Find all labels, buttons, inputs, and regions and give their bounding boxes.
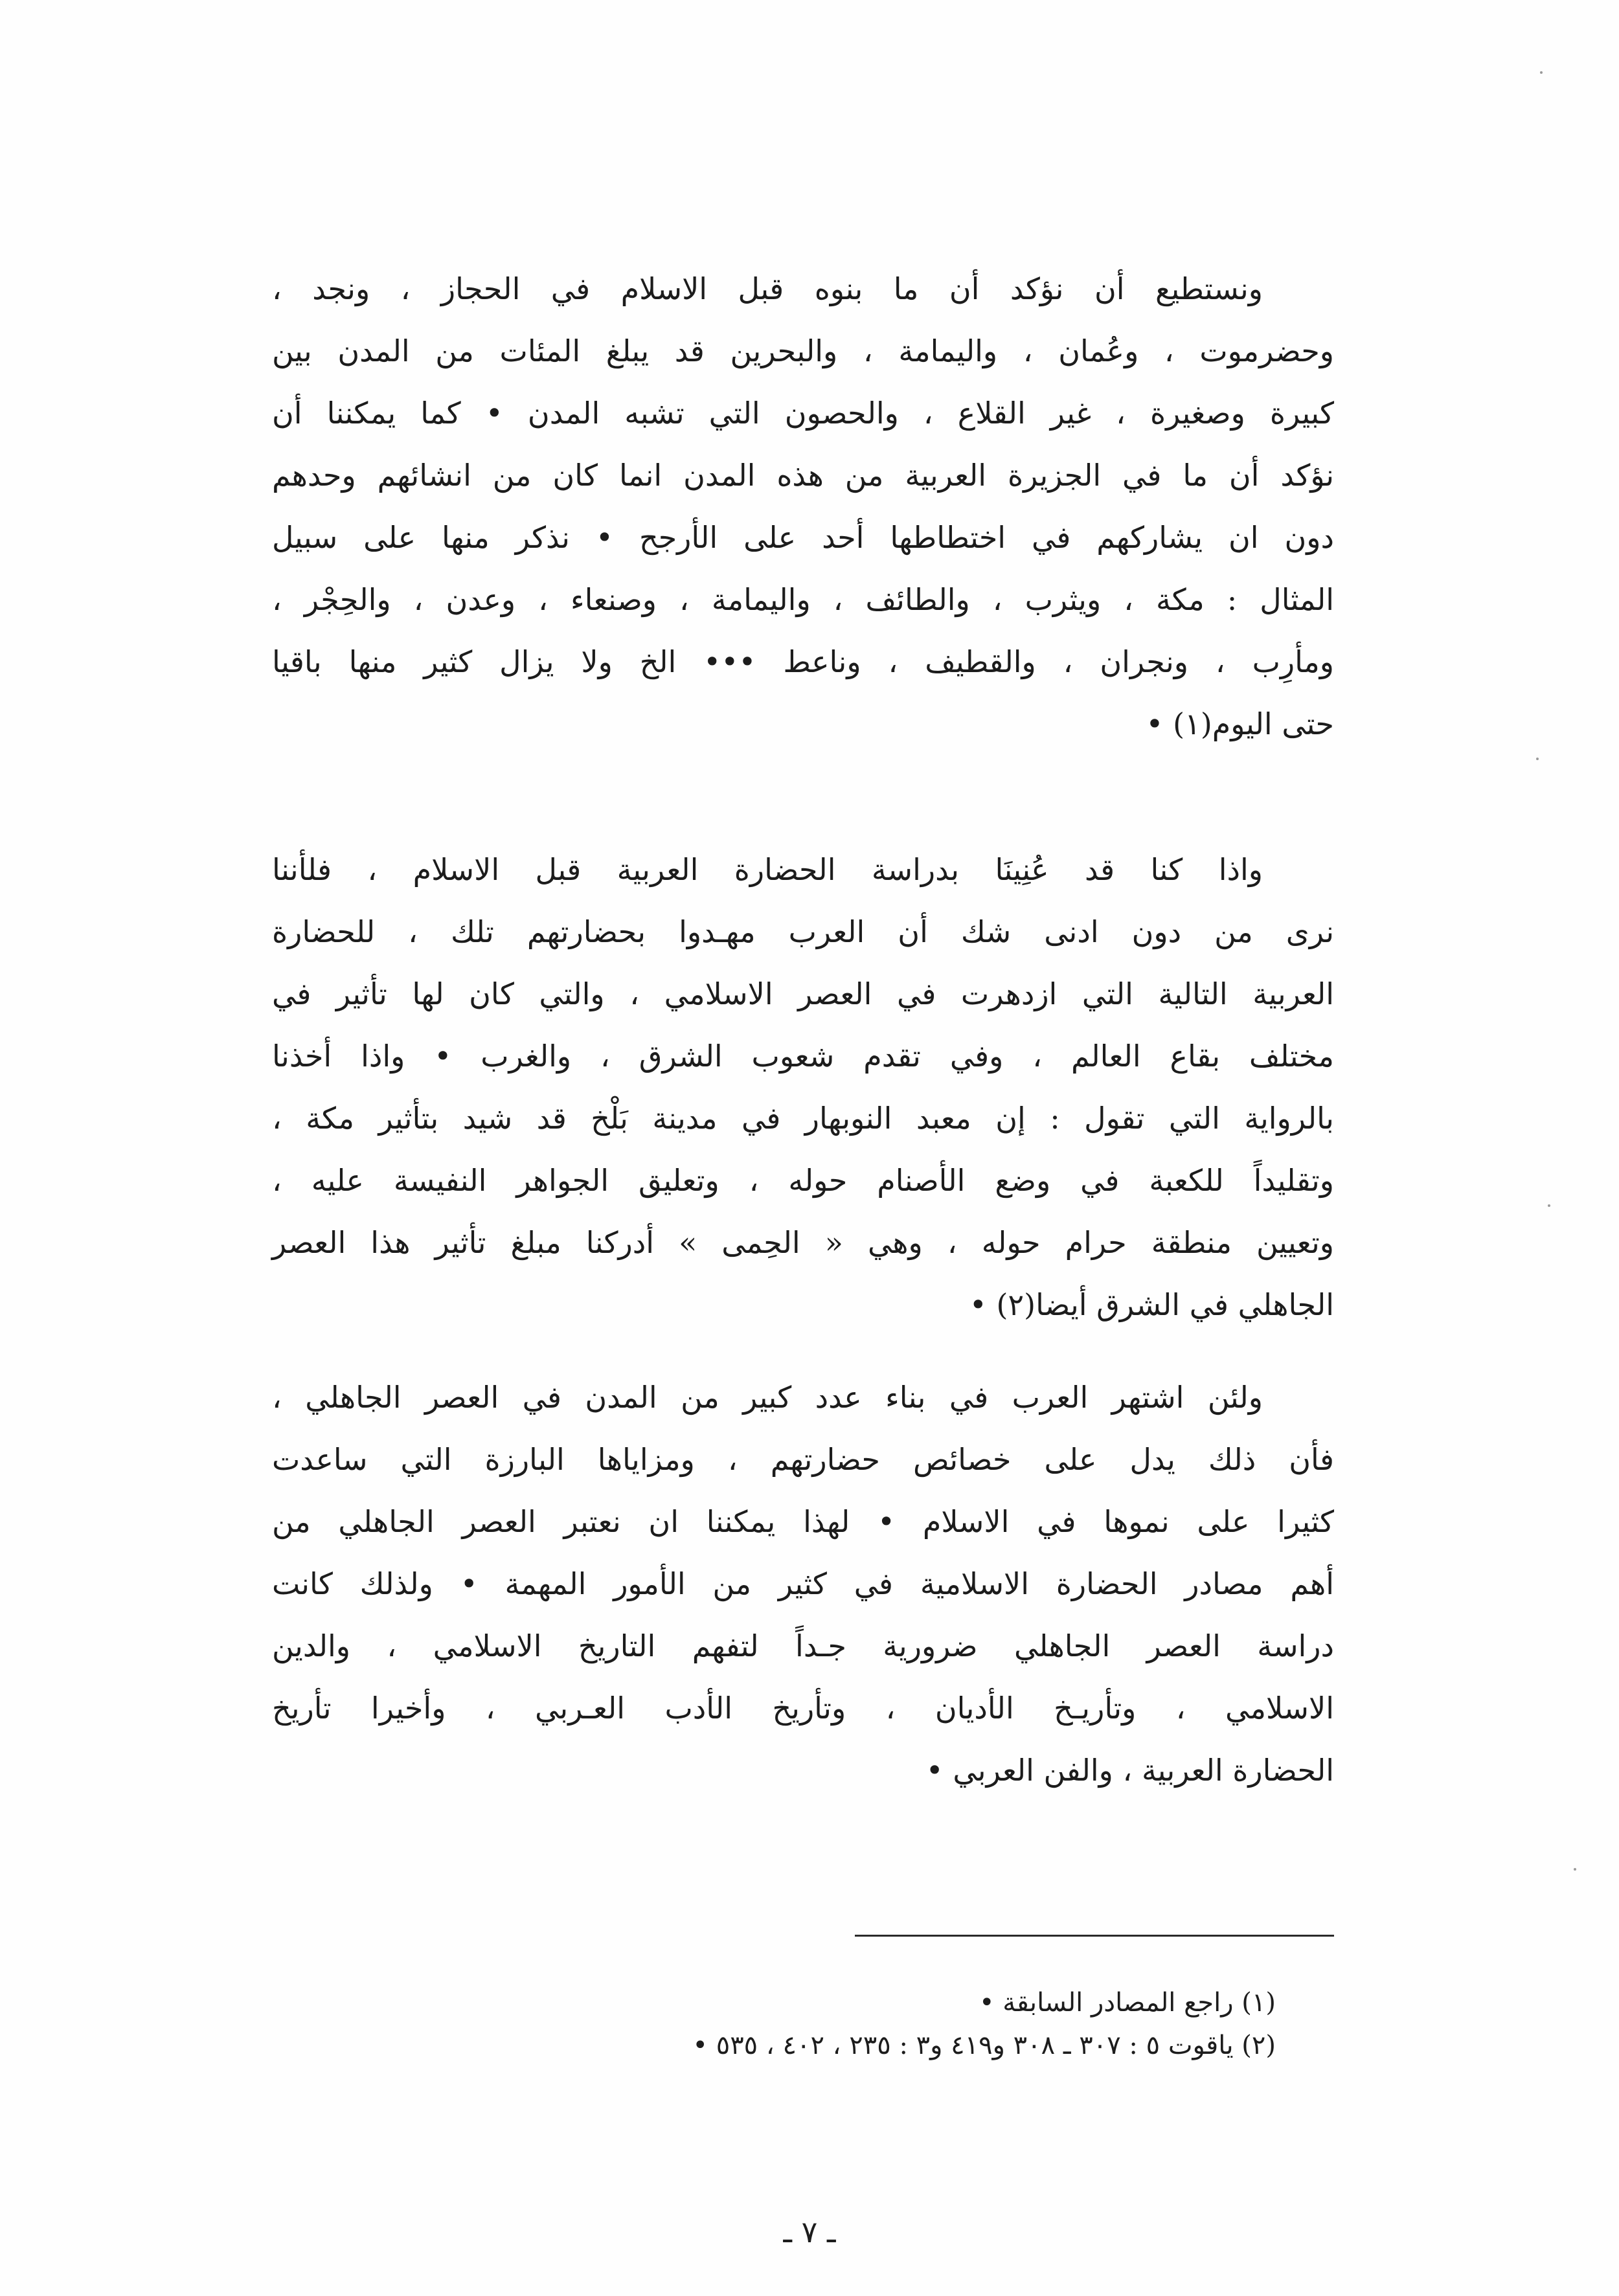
text-line: ونستطيع أن نؤكد أن ما بنوه قبل الاسلام في الحجاز ، ونجد ،: [272, 271, 1263, 306]
text-line: حتى اليوم(١) •: [1146, 706, 1334, 741]
text-line: أهم مصادر الحضارة الاسلامية في كثير من الأمور المهمة • ولذلك كانت: [272, 1566, 1334, 1601]
text-line: نؤكد أن ما في الجزيرة العربية من هذه المدن انما كان من انشائهم وحدهم: [272, 458, 1334, 493]
text-line: وتقليداً للكعبة في وضع الأصنام حوله ، وتعليق الجواهر النفيسة عليه ،: [272, 1163, 1335, 1198]
text-line: كبيرة وصغيرة ، غير القلاع ، والحصون التي تشبه المدن • كما يمكننا أن: [272, 396, 1334, 431]
text-line: الجاهلي في الشرق أيضا(٢) •: [969, 1287, 1334, 1322]
paragraph-1: [272, 258, 1334, 755]
text-line: فأن ذلك يدل على خصائص حضارتهم ، ومزاياها البارزة التي ساعدت: [272, 1442, 1334, 1477]
footnote-2: (٢) ياقوت ٥ : ٣٠٧ ـ ٣٠٨ و٤١٩ و٣ : ٢٣٥ ، ٤٠٢ ، ٥٣٥ •: [692, 2031, 1276, 2060]
text-line: دون ان يشاركهم في اختطاطها أحد على الأرجح • نذكر منها على سبيل: [272, 520, 1334, 555]
text-line: دراسة العصر الجاهلي ضرورية جـداً لتفهم التاريخ الاسلامي ، والدين: [272, 1628, 1334, 1663]
text-line: مختلف بقاع العالم ، وفي تقدم شعوب الشرق ، والغرب • واذا أخذنا: [272, 1039, 1334, 1074]
footnote-divider: [855, 1935, 1334, 1937]
text-line: ومأرِب ، ونجران ، والقطيف ، وناعط ••• الخ ولا يزال كثير منها باقيا: [272, 644, 1334, 679]
text-line: كثيرا على نموها في الاسلام • لهذا يمكننا ان نعتبر العصر الجاهلي من: [272, 1504, 1334, 1539]
paragraph-2: [272, 838, 1334, 1336]
text-line: بالرواية التي تقول : إن معبد النوبهار في مدينة بَلْخ قد شيد بتأثير مكة ،: [272, 1101, 1334, 1136]
text-line: الاسلامي ، وتأريـخ الأديان ، وتأريخ الأدب العـربي ، وأخيرا تأريخ: [272, 1691, 1334, 1726]
text-line: نرى من دون ادنى شك أن العرب مهـدوا بحضارتهم تلك ، للحضارة: [272, 914, 1334, 949]
text-line: وحضرموت ، وعُمان ، واليمامة ، والبحرين قد يبلغ المئات من المدن بين: [272, 333, 1334, 368]
text-line: الحضارة العربية ، والفن العربي •: [925, 1753, 1334, 1788]
scan-speck: [1574, 1868, 1576, 1871]
text-line: ولئن اشتهر العرب في بناء عدد كبير من المدن في العصر الجاهلي ،: [272, 1380, 1263, 1415]
footnotes: [337, 1981, 1276, 2067]
text-line: المثال : مكة ، ويثرب ، والطائف ، واليمامة ، وصنعاء ، وعدن ، والحِجْر ،: [272, 582, 1334, 617]
paragraph-3: [272, 1366, 1334, 1801]
text-line: العربية التالية التي ازدهرت في العصر الاسلامي ، والتي كان لها تأثير في: [272, 976, 1334, 1011]
scan-speck: [1548, 1204, 1550, 1207]
scan-speck: [1536, 758, 1539, 760]
text-line: واذا كنا قد عُنِينَا بدراسة الحضارة العربية قبل الاسلام ، فلأننا: [272, 852, 1263, 887]
scan-speck: [1540, 71, 1543, 74]
footnote-1: (١) راجع المصادر السابقة •: [979, 1988, 1276, 2018]
text-line: وتعيين منطقة حرام حوله ، وهي « الحِمى » أدركنا مبلغ تأثير هذا العصر: [272, 1225, 1334, 1260]
page-number: ـ ٧ ـ: [783, 2214, 836, 2249]
